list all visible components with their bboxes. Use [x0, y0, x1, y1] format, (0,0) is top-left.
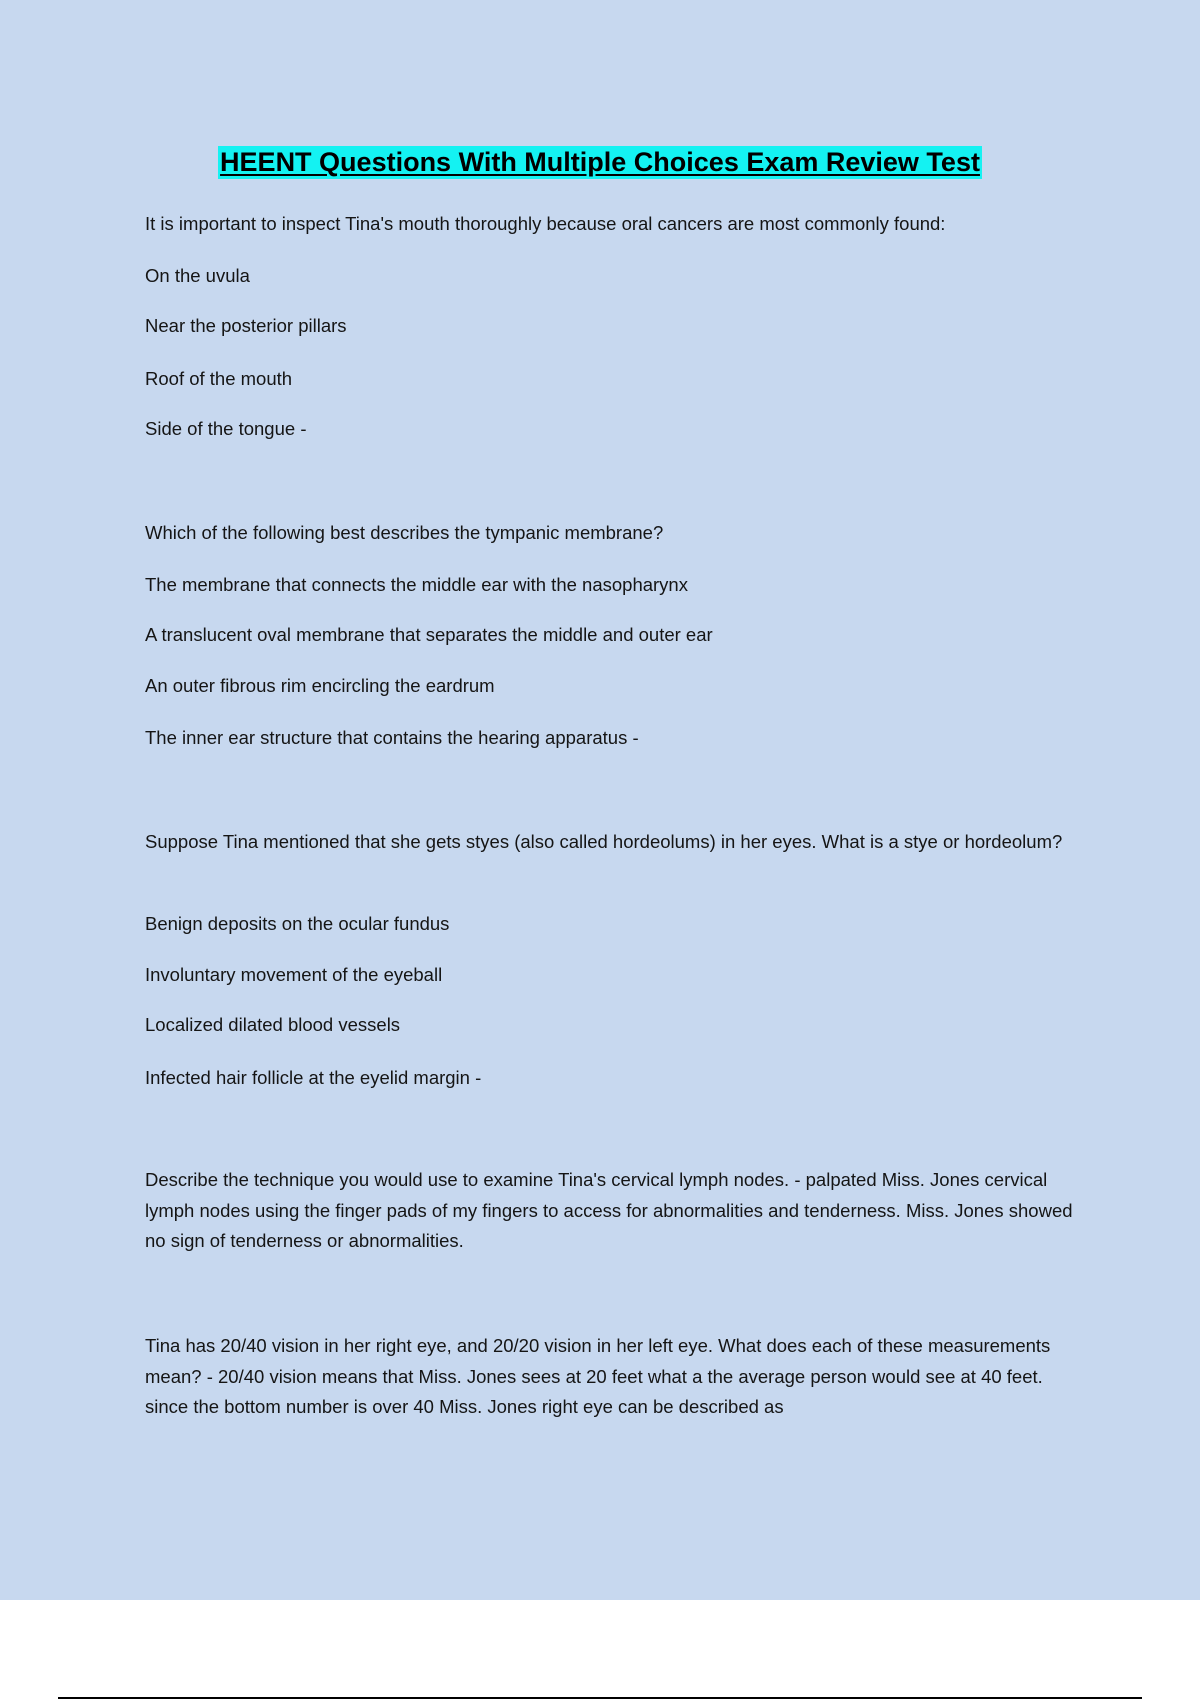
question-1-option-d: Side of the tongue - — [145, 418, 307, 439]
footer-rule — [58, 1697, 1142, 1699]
question-3-option-d: Infected hair follicle at the eyelid margin - — [145, 1067, 482, 1088]
question-3-option-c: Localized dilated blood vessels — [145, 1014, 401, 1035]
question-1-text: It is important to inspect Tina's mouth thoroughly because oral cancers are most commonly found: — [145, 213, 946, 234]
question-5-paragraph: Tina has 20/40 vision in her right eye, and 20/20 vision in her left eye. What does each of these measurements mean? - 20/40 vision means that Miss. Jones sees at 20 feet what a the average person would see at 40 feet. since the bottom number is over 40 Miss. Jones right eye can be described as — [145, 1335, 1051, 1417]
question-2-text: Which of the following best describes the tympanic membrane? — [145, 522, 664, 543]
question-4-paragraph: Describe the technique you would use to examine Tina's cervical lymph nodes. - palpated Miss. Jones cervical lymph nodes using the finger pads of my fingers to access for abnormalities and tenderness. Miss. Jones showed no sign of tenderness or abnormalities. — [145, 1169, 1073, 1251]
question-2-option-d: The inner ear structure that contains the hearing apparatus - — [145, 727, 639, 748]
question-1-option-c: Roof of the mouth — [145, 368, 293, 389]
document-title: HEENT Questions With Multiple Choices Exam Review Test — [220, 147, 980, 177]
question-2-option-b: A translucent oval membrane that separates the middle and outer ear — [145, 624, 713, 645]
question-2-option-a: The membrane that connects the middle ear with the nasopharynx — [145, 574, 688, 595]
question-3-text: Suppose Tina mentioned that she gets styes (also called hordeolums) in her eyes. What is a stye or hordeolum? — [145, 831, 1063, 852]
question-3-option-b: Involuntary movement of the eyeball — [145, 964, 443, 985]
question-1-option-b: Near the posterior pillars — [145, 315, 347, 336]
question-1-option-a: On the uvula — [145, 265, 250, 286]
title-container — [0, 146, 1200, 179]
question-2-option-c: An outer fibrous rim encircling the eardrum — [145, 675, 495, 696]
question-3-option-a: Benign deposits on the ocular fundus — [145, 913, 450, 934]
